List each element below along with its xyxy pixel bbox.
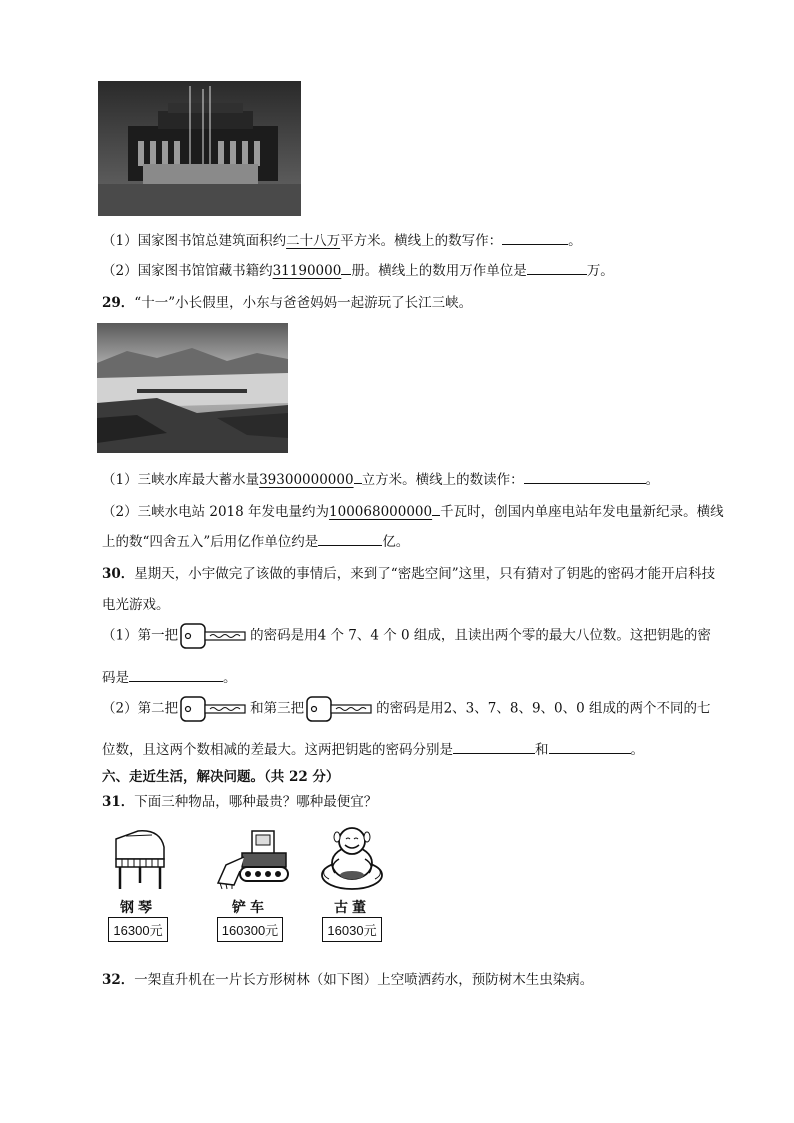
answer-blank[interactable] xyxy=(524,469,646,484)
q29-part1: （1）三峡水库最大蓄水量39300000000 立方米。横线上的数读作： 。 xyxy=(102,468,659,488)
q29-underlined-number: 100068000000 xyxy=(329,504,433,520)
price-tag: 160300元 xyxy=(217,917,283,942)
buddha-statue-icon xyxy=(317,825,387,893)
answer-blank[interactable] xyxy=(527,260,587,275)
price-tag: 16030元 xyxy=(322,917,381,942)
item-label: 铲车 xyxy=(232,900,268,916)
item-label: 古董 xyxy=(334,900,370,916)
q29-underlined-number: 39300000000 xyxy=(259,472,354,488)
q28-part2: （2）国家图书馆馆藏书籍约31190000 册。横线上的数用万作单位是 万。 xyxy=(102,259,614,279)
section-heading: 六、走近生活，解决问题。（共 22 分） xyxy=(102,769,340,785)
item-antique xyxy=(312,825,392,942)
key-icon xyxy=(180,623,248,649)
answer-blank[interactable] xyxy=(318,531,382,546)
q30-question-cont: 电光游戏。 xyxy=(102,597,170,613)
three-gorges-photo xyxy=(97,323,288,453)
item-loader xyxy=(208,825,292,942)
q28-part1: （1）国家图书馆总建筑面积约二十八万平方米。横线上的数写作： 。 xyxy=(102,229,582,249)
q30-part1: （1）第一把 的密码是用4 个 7、4 个 0 组成，且读出两个零的最大八位数。这把钥匙的密 xyxy=(102,623,711,649)
q30-question: 30．星期天，小宇做完了该做的事情后，来到了“密匙空间”这里，只有猜对了钥匙的密码才能开启科技 xyxy=(102,566,716,582)
q29-part2-cont: 上的数“四舍五入”后用亿作单位约是 亿。 xyxy=(102,530,409,550)
item-label: 钢琴 xyxy=(120,900,156,916)
q28-underlined-number: 31190000 xyxy=(272,263,342,279)
loader-icon xyxy=(210,825,290,893)
key-icon xyxy=(306,696,374,722)
q29-question: 29．“十一”小长假里，小东与爸爸妈妈一起游玩了长江三峡。 xyxy=(102,295,473,311)
q31-question: 31．下面三种物品，哪种最贵？哪种最便宜？ xyxy=(102,794,378,810)
q29-part2: （2）三峡水电站 2018 年发电量约为100068000000 千瓦时，创国内单座电站年发电量新纪录。横线 xyxy=(102,500,724,520)
q28-underlined-number: 二十八万 xyxy=(286,233,341,249)
answer-blank[interactable] xyxy=(549,739,631,754)
answer-blank[interactable] xyxy=(502,230,568,245)
item-piano xyxy=(98,825,178,942)
q32-question: 32．一架直升机在一片长方形树林（如下图）上空喷洒药水，预防树木生虫染病。 xyxy=(102,972,594,988)
library-photo xyxy=(98,81,301,216)
price-tag: 16300元 xyxy=(108,917,167,942)
key-icon xyxy=(180,696,248,722)
q30-part2: （2）第二把 和第三把 的密码是用2、3、7、8、9、0、0 组成的两个不同的七 xyxy=(102,696,711,722)
answer-blank[interactable] xyxy=(129,667,223,682)
piano-icon xyxy=(108,825,168,893)
q30-part1-cont: 码是 。 xyxy=(102,666,237,686)
q30-part2-cont: 位数，且这两个数相减的差最大。这两把钥匙的密码分别是 和 。 xyxy=(102,738,644,758)
answer-blank[interactable] xyxy=(453,739,535,754)
